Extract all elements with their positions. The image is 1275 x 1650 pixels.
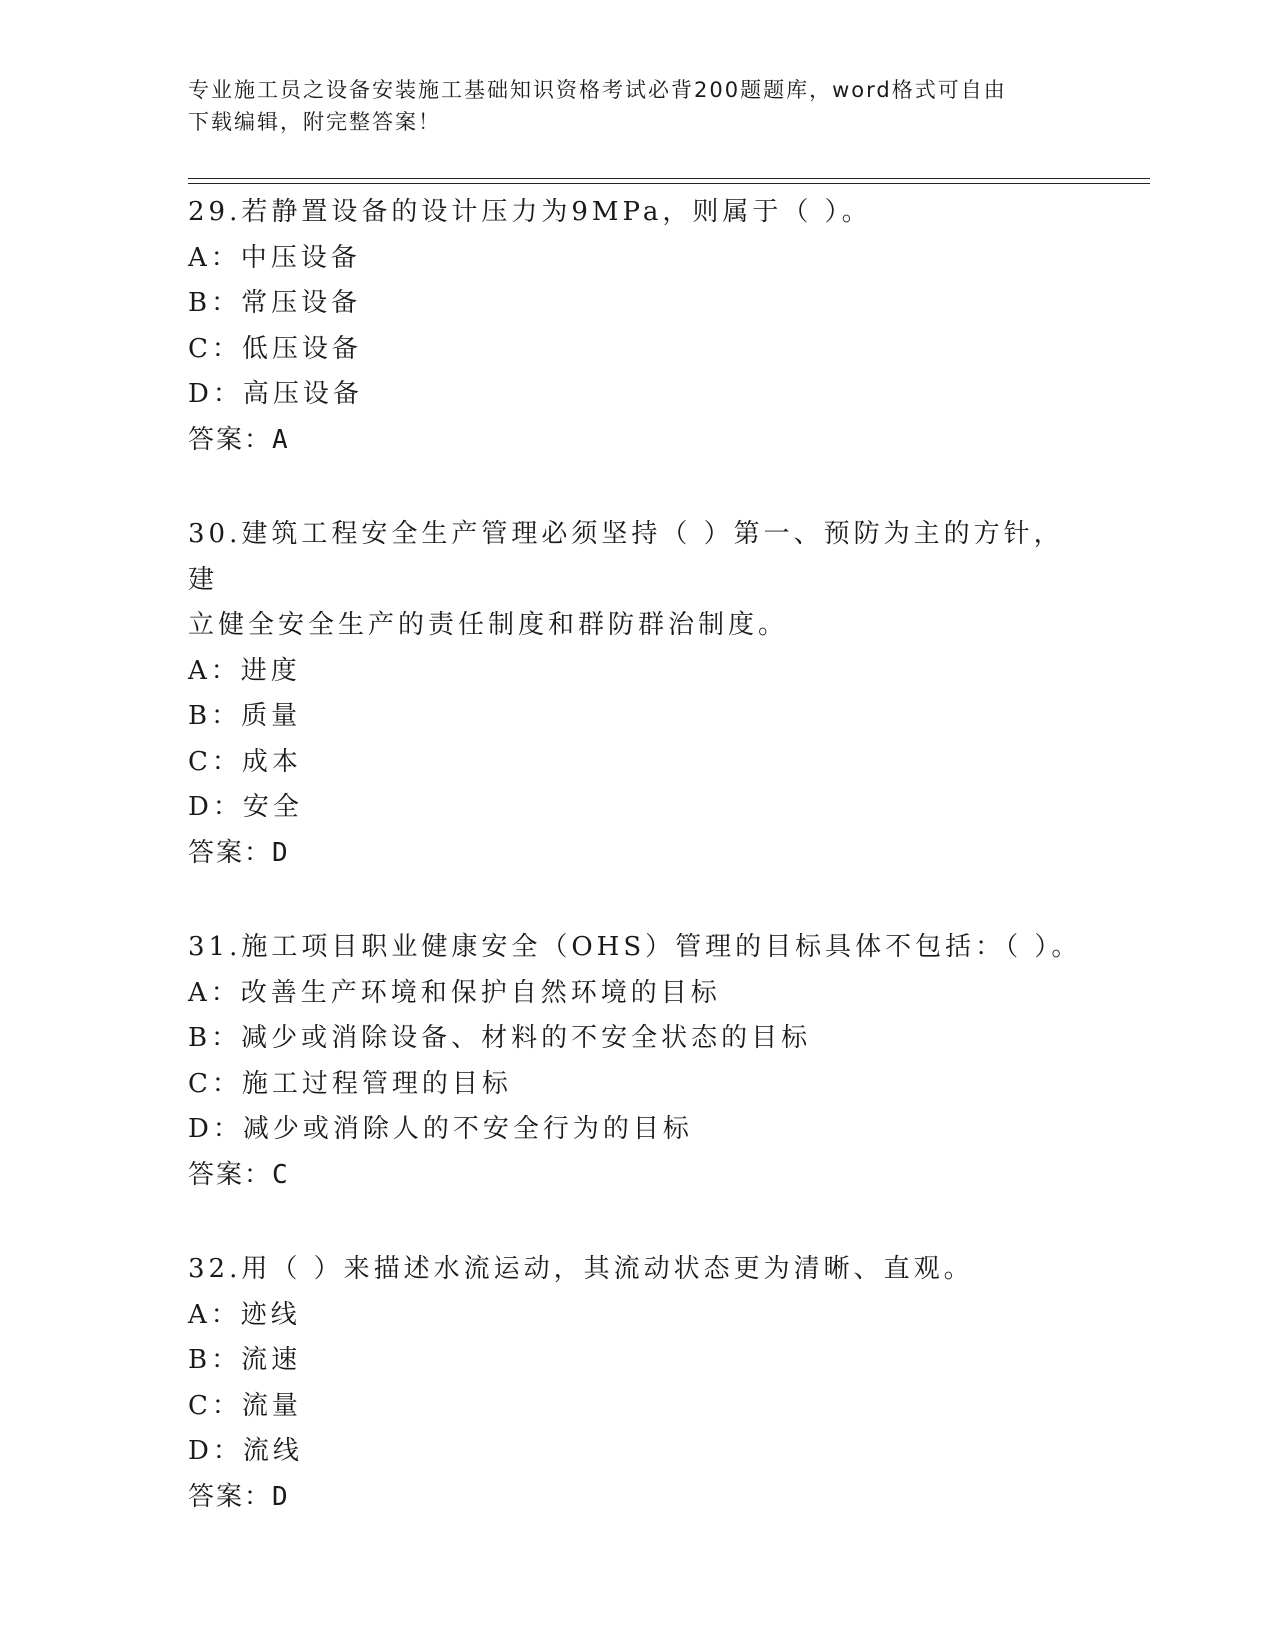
option-d: D：流线: [188, 1436, 303, 1466]
option-a: A：中压设备: [188, 242, 361, 273]
question-30: [188, 512, 1088, 876]
option-a: A：迹线: [188, 1299, 301, 1330]
question-stem: 30.建筑工程安全生产管理必须坚持（ ）第一、预防为主的方针，建: [188, 519, 1064, 595]
answer-value: C: [272, 1159, 290, 1190]
answer-line: [188, 418, 1088, 464]
question-stem: 32.用（ ）来描述水流运动，其流动状态更为清晰、直观。: [188, 1254, 974, 1284]
option-d: D：高压设备: [188, 379, 363, 409]
header-line-1: 专业施工员之设备安装施工基础知识资格考试必背200题题库，word格式可自由: [188, 78, 1007, 102]
header-divider-top: [188, 178, 1150, 179]
option-c: C：低压设备: [188, 333, 362, 364]
option-a: A：改善生产环境和保护自然环境的目标: [188, 977, 721, 1008]
question-32: [188, 1247, 1088, 1520]
header-line-2: 下载编辑，附完整答案！: [188, 110, 441, 134]
option-b: B：质量: [188, 701, 302, 731]
answer-value: D: [272, 837, 290, 868]
option-c: C：施工过程管理的目标: [188, 1068, 512, 1099]
answer-label: 答案：: [188, 424, 273, 455]
option-b: B：流速: [188, 1345, 302, 1375]
answer-label: 答案：: [188, 1159, 273, 1190]
question-29: [188, 190, 1088, 463]
option-a: A：进度: [188, 655, 301, 686]
answer-label: 答案：: [188, 837, 273, 868]
option-b: B：减少或消除设备、材料的不安全状态的目标: [188, 1023, 812, 1053]
question-stem-continued: 立健全安全生产的责任制度和群防群治制度。: [188, 610, 789, 640]
answer-value: A: [272, 424, 290, 455]
answer-line: [188, 1153, 1088, 1199]
option-c: C：流量: [188, 1390, 302, 1421]
question-list: [188, 190, 1088, 1569]
question-31: [188, 925, 1088, 1198]
header-divider-bottom: [188, 183, 1150, 184]
answer-value: D: [272, 1481, 290, 1512]
option-d: D：安全: [188, 792, 303, 822]
answer-line: [188, 831, 1088, 877]
document-header: [188, 74, 1088, 138]
option-d: D：减少或消除人的不安全行为的目标: [188, 1114, 693, 1144]
question-stem: 31.施工项目职业健康安全（OHS）管理的目标具体不包括：（ ）。: [188, 932, 1082, 962]
option-c: C：成本: [188, 746, 302, 777]
option-b: B：常压设备: [188, 288, 362, 318]
question-stem: 29.若静置设备的设计压力为9MPa，则属于（ ）。: [188, 197, 872, 227]
answer-line: [188, 1475, 1088, 1521]
answer-label: 答案：: [188, 1481, 273, 1512]
